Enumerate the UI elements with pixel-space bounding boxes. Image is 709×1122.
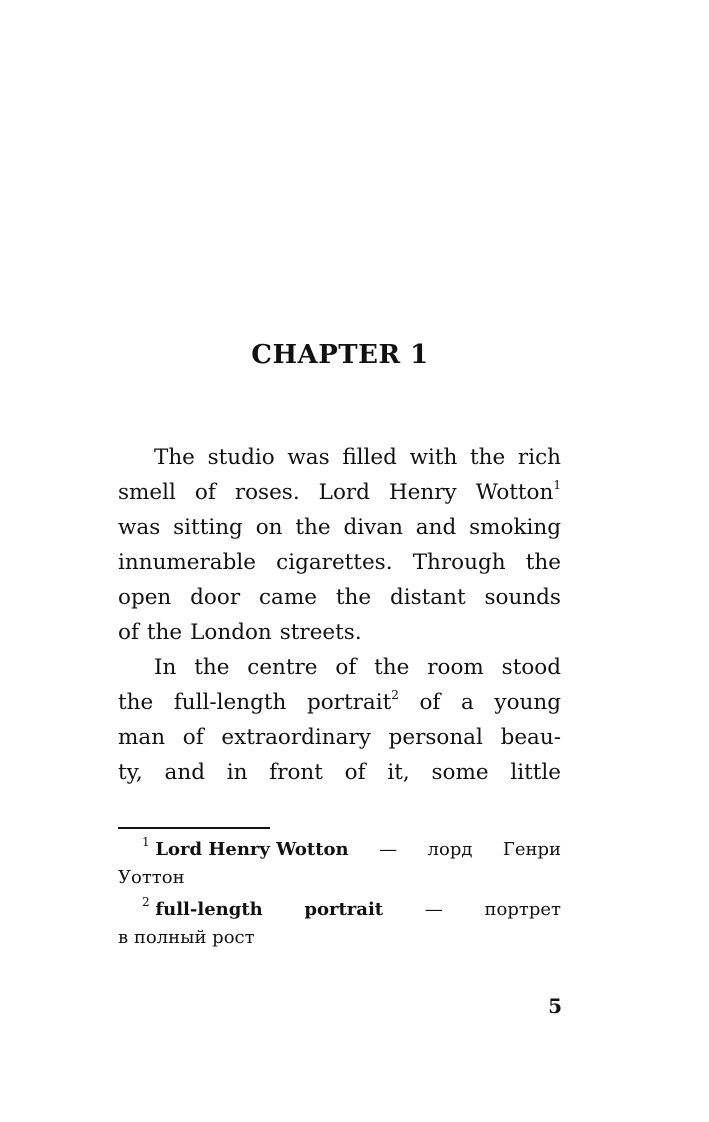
word: the xyxy=(470,445,506,470)
footnote-translation: Генри xyxy=(502,839,561,860)
word: Through xyxy=(412,550,506,575)
word: the xyxy=(146,620,183,645)
footnote-divider xyxy=(118,827,270,829)
word: of xyxy=(419,690,441,715)
word: the xyxy=(525,550,561,575)
word: man xyxy=(118,725,166,750)
footnote-number: 1 xyxy=(142,835,150,849)
word: Henry xyxy=(388,480,457,505)
footnote-translation: в полный рост xyxy=(118,927,255,948)
word: Lord xyxy=(318,480,370,505)
word-with-footnote xyxy=(476,475,561,510)
word: streets. xyxy=(279,620,362,645)
word: studio xyxy=(207,445,275,470)
word: innumerable xyxy=(118,550,256,575)
word: portrait xyxy=(306,690,392,715)
footnote-dash: — xyxy=(379,839,398,860)
footnote-translation: лорд xyxy=(427,839,473,860)
word: beau- xyxy=(500,725,561,750)
footnote-translation: Уоттон xyxy=(118,867,185,888)
word: rich xyxy=(517,445,561,470)
footnote-2 xyxy=(118,896,561,952)
word: cigarettes. xyxy=(276,550,393,575)
footnotes xyxy=(118,836,561,956)
word: it, xyxy=(387,760,410,785)
paragraph-1-line-4 xyxy=(118,545,561,580)
word: the xyxy=(118,690,154,715)
word: and xyxy=(415,515,457,540)
word: young xyxy=(494,690,561,715)
footnote-1-head xyxy=(118,836,349,864)
footnote-1-line-1 xyxy=(118,836,561,864)
word: distant xyxy=(389,585,466,610)
paragraph-1-line-3 xyxy=(118,510,561,545)
word: the xyxy=(295,515,331,540)
word: filled xyxy=(342,445,397,470)
paragraph-1-line-6 xyxy=(118,615,561,650)
main-text xyxy=(118,440,561,790)
word: with xyxy=(409,445,458,470)
footnote-term: portrait xyxy=(304,899,384,920)
word: of xyxy=(118,620,139,645)
word: the xyxy=(335,585,372,610)
footnote-term: Lord Henry Wotton xyxy=(155,839,349,860)
word: open xyxy=(118,585,172,610)
paragraph-2-line-4 xyxy=(118,755,561,790)
word: sounds xyxy=(484,585,561,610)
word: a xyxy=(460,690,474,715)
word: of xyxy=(194,480,216,505)
word: of xyxy=(335,655,357,680)
footnote-2-line-1 xyxy=(118,896,561,924)
page-number: 5 xyxy=(548,994,562,1018)
word: sitting xyxy=(173,515,243,540)
footnote-2-head xyxy=(118,896,263,924)
word: divan xyxy=(343,515,403,540)
word: room xyxy=(427,655,484,680)
word: of xyxy=(344,760,366,785)
footnote-number: 2 xyxy=(142,895,150,909)
word: some xyxy=(431,760,489,785)
footnote-dash: — xyxy=(424,899,443,920)
paragraph-1-line-1 xyxy=(118,440,561,475)
footnote-ref[interactable]: 1 xyxy=(553,477,561,492)
word: in xyxy=(226,760,248,785)
word: London xyxy=(190,620,272,645)
paragraph-2-line-1 xyxy=(118,650,561,685)
footnote-translation: портрет xyxy=(484,899,561,920)
footnote-1-line-2 xyxy=(118,864,561,892)
word: was xyxy=(287,445,330,470)
word: and xyxy=(164,760,205,785)
word: front xyxy=(269,760,323,785)
word: on xyxy=(255,515,283,540)
word: personal xyxy=(388,725,483,750)
word: the xyxy=(374,655,410,680)
word: door xyxy=(190,585,241,610)
word: Wotton xyxy=(475,480,554,505)
paragraph-1-line-5 xyxy=(118,580,561,615)
footnote-term: full-length xyxy=(155,899,263,920)
chapter-title: CHAPTER 1 xyxy=(251,340,429,370)
word: of xyxy=(182,725,204,750)
word: roses. xyxy=(234,480,300,505)
footnote-ref[interactable]: 2 xyxy=(391,687,399,702)
word: the xyxy=(194,655,230,680)
paragraph-2-line-3 xyxy=(118,720,561,755)
word: full-length xyxy=(173,690,287,715)
word: stood xyxy=(501,655,561,680)
word: smoking xyxy=(469,515,561,540)
paragraph-2-line-2 xyxy=(118,685,561,720)
paragraph-1-line-2 xyxy=(118,475,561,510)
word-with-footnote xyxy=(307,685,399,720)
word: The xyxy=(154,445,195,470)
word: In xyxy=(154,655,177,680)
word: little xyxy=(510,760,561,785)
word: ty, xyxy=(118,760,143,785)
word: was xyxy=(118,515,161,540)
word: centre xyxy=(247,655,318,680)
word: came xyxy=(259,585,317,610)
word: smell xyxy=(118,480,176,505)
footnote-1 xyxy=(118,836,561,892)
word: extraordinary xyxy=(221,725,371,750)
footnote-2-line-2 xyxy=(118,924,561,952)
